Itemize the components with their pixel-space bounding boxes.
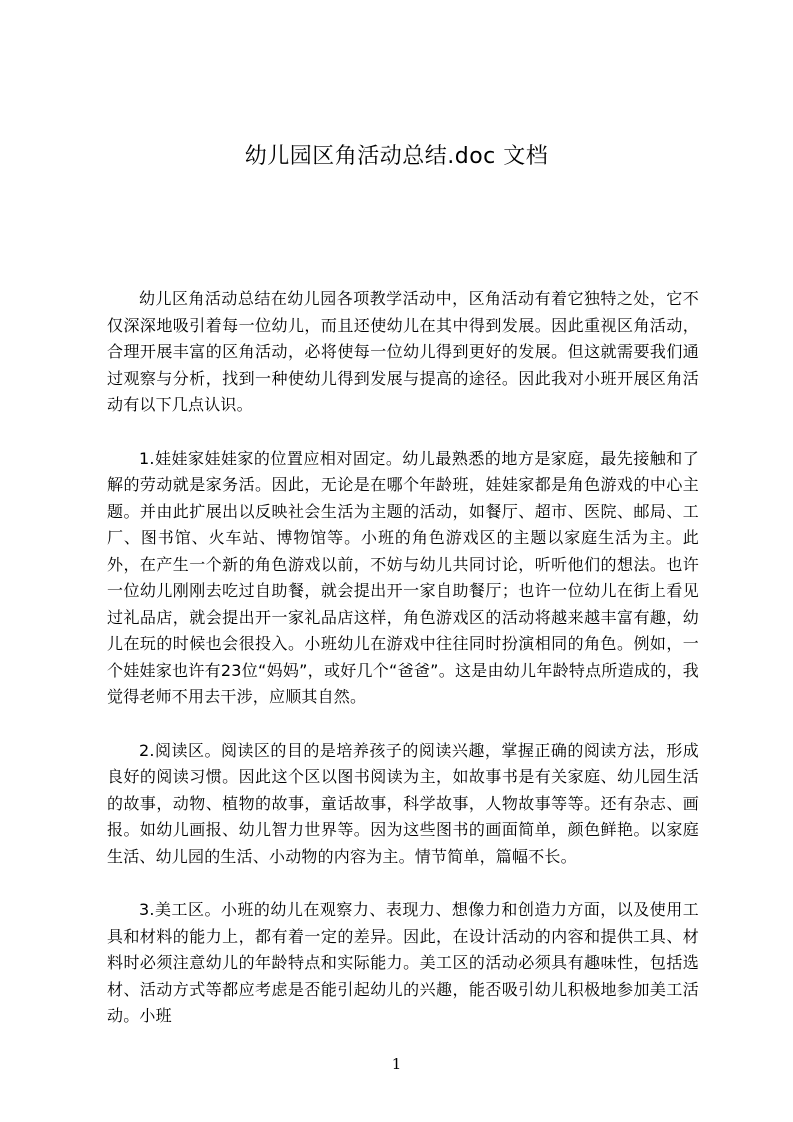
paragraph-intro: 幼儿区角活动总结在幼儿园各项教学活动中，区角活动有着它独特之处，它不仅深深地吸引着每一位幼儿，而且还使幼儿在其中得到发展。因此重视区角活动，合理开展丰富的区角活动，必将使每一位幼儿得到更好的发展。但这就需要我们通过观察与分析，找到一种使幼儿得到发展与提高的途径。因此我对小班开展区角活动有以下几点认识。	[107, 289, 699, 414]
document-body	[107, 286, 699, 1057]
paragraph-reading-area: 2.阅读区。阅读区的目的是培养孩子的阅读兴趣，掌握正确的阅读方法，形成良好的阅读习惯。因此这个区以图书阅读为主，如故事书是有关家庭、幼儿园生活的故事，动物、植物的故事，童话故事，科学故事，人物故事等等。还有杂志、画报。如幼儿画报、幼儿智力世界等。因为这些图书的画面简单，颜色鲜艳。以家庭生活、幼儿园的生活、小动物的内容为主。情节简单，篇幅不长。	[107, 740, 699, 866]
page-number: 1	[391, 1055, 402, 1073]
document-title: 幼儿园区角活动总结.doc 文档	[244, 144, 549, 169]
paragraph-art-area: 3.美工区。小班的幼儿在观察力、表现力、想像力和创造力方面，以及使用工具和材料的能力上，都有着一定的差异。因此，在设计活动的内容和提供工具、材料时必须注意幼儿的年龄特点和实际能力。美工区的活动必须具有趣味性，包括选材、活动方式等都应考虑是否能引起幼儿的兴趣，能否吸引幼儿积极地参加美工活动。小班	[107, 900, 699, 1025]
paragraph-doll-house: 1.娃娃家娃娃家的位置应相对固定。幼儿最熟悉的地方是家庭，最先接触和了解的劳动就是家务活。因此，无论是在哪个年龄班，娃娃家都是角色游戏的中心主题。并由此扩展出以反映社会生活为主题的活动，如餐厅、超市、医院、邮局、工厂、图书馆、火车站、博物馆等。小班的角色游戏区的主题以家庭生活为主。此外，在产生一个新的角色游戏以前，不妨与幼儿共同讨论，听听他们的想法。也许一位幼儿刚刚去吃过自助餐，就会提出开一家自助餐厅；也许一位幼儿在街上看见过礼品店，就会提出开一家礼品店这样，角色游戏区的活动将越来越丰富有趣，幼儿在玩的时候也会很投入。小班幼儿在游戏中往往同时扮演相同的角色。例如，一个娃娃家也许有23位“妈妈”，或好几个“爸爸”。这是由幼儿年龄特点所造成的，我觉得老师不用去干涉，应顺其自然。	[107, 448, 699, 706]
